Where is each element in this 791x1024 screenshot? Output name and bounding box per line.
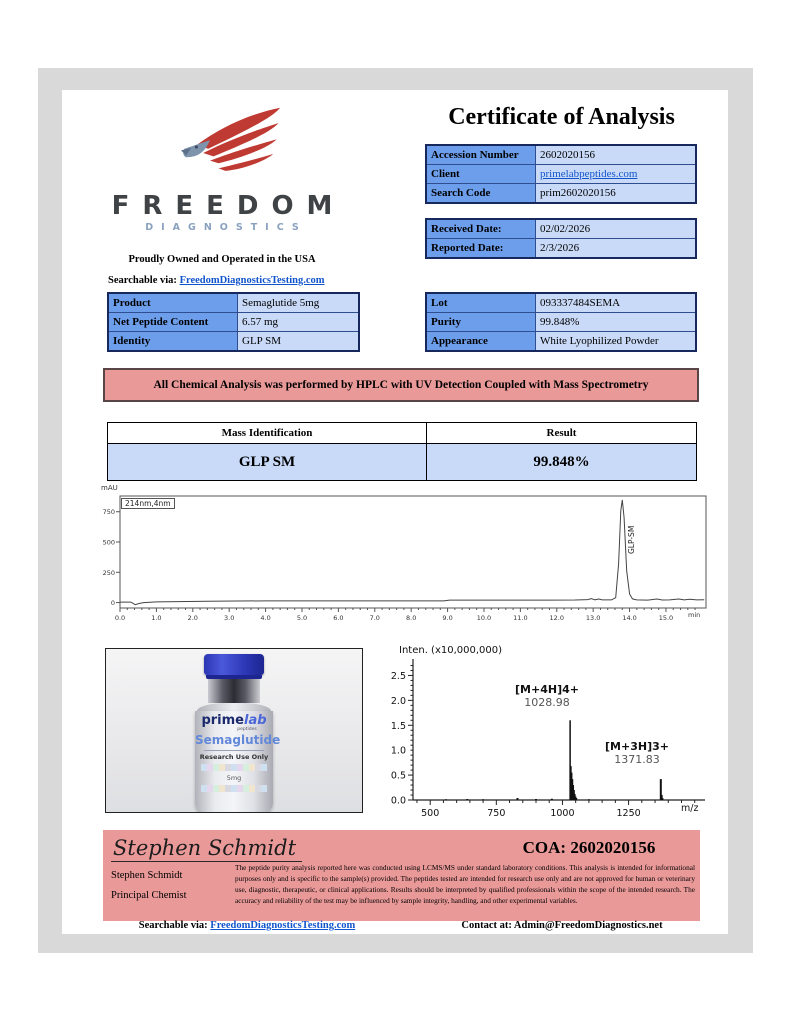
- annotation-charge-state: [M+4H]4+: [515, 683, 579, 696]
- signer-name: Stephen Schmidt: [111, 870, 183, 881]
- client-label: Client: [426, 165, 536, 184]
- accession-number-label: Accession Number: [426, 145, 536, 165]
- vial-shoulder: [197, 703, 271, 711]
- vial-product-name: Semaglutide: [195, 733, 281, 748]
- svg-text:4.0: 4.0: [260, 614, 271, 622]
- mass-spectrum-plot: [375, 645, 712, 822]
- result-value: 99.848%: [427, 444, 697, 481]
- svg-text:10.0: 10.0: [476, 614, 492, 622]
- footer-searchable-link[interactable]: FreedomDiagnosticsTesting.com: [210, 920, 356, 931]
- mz-axis-label: m/z: [681, 803, 699, 814]
- product-photo: [105, 648, 363, 813]
- svg-text:1.0: 1.0: [151, 614, 162, 622]
- disclaimer-text: The peptide purity analysis reported here was conducted using LCMS/MS under standard laboratory conditions. This analysis is intended for informational purposes only and is specific to the sample(s) provided. The peptides tested are intended for research use only and are not approved for human or veterinary use, diagnostic, therapeutic, or clinical applications. Results should be interpreted by qualified professionals within the scope of the intended research. The accuracy and reliability of the test may be influenced by sample integrity, handling, and other experimental variables.: [235, 863, 695, 905]
- svg-text:750: 750: [102, 508, 115, 517]
- svg-text:12.0: 12.0: [549, 614, 565, 622]
- vial-body: [195, 711, 281, 812]
- hplc-chromatogram: [100, 484, 712, 633]
- svg-text:750: 750: [487, 808, 506, 819]
- channel-label: 214nm,4nm: [121, 498, 175, 509]
- mass-spectrum-chart: [375, 645, 712, 822]
- brand-lab: lab: [244, 713, 267, 728]
- company-logo: [102, 106, 346, 234]
- svg-text:2.0: 2.0: [187, 614, 198, 622]
- accession-info-table: [425, 144, 697, 204]
- searchable-line: [108, 275, 325, 286]
- document-border-frame: [38, 68, 753, 953]
- table-row: [108, 332, 359, 352]
- svg-text:3.0: 3.0: [224, 614, 235, 622]
- vial-divider: [204, 750, 264, 751]
- search-code-value: prim2602020156: [536, 184, 697, 204]
- table-row: [426, 313, 696, 332]
- svg-text:8.0: 8.0: [406, 614, 417, 622]
- page-title: Certificate of Analysis: [448, 104, 675, 130]
- lot-table: [425, 292, 697, 352]
- purity-value: 99.848%: [536, 313, 697, 332]
- reported-date-value: 2/3/2026: [536, 239, 697, 259]
- lot-value: 093337484SEMA: [536, 293, 697, 313]
- footer-searchable-label: Searchable via:: [138, 920, 208, 931]
- table-row: [426, 332, 696, 352]
- mass-identification-table: [107, 422, 697, 481]
- annotation-mz-value: 1028.98: [524, 696, 570, 709]
- mass-id-value: GLP SM: [108, 444, 427, 481]
- vial-research-text: Research Use Only: [199, 752, 269, 761]
- table-row: [426, 293, 696, 313]
- svg-text:0.0: 0.0: [390, 795, 406, 807]
- svg-text:1000: 1000: [550, 808, 575, 819]
- table-row: [426, 219, 696, 239]
- product-table: [107, 292, 360, 352]
- footer-searchable-line: [122, 920, 372, 931]
- appearance-label: Appearance: [426, 332, 536, 352]
- svg-text:7.0: 7.0: [369, 614, 380, 622]
- lot-label: Lot: [426, 293, 536, 313]
- tagline: Proudly Owned and Operated in the USA: [128, 254, 316, 265]
- product-value: Semaglutide 5mg: [238, 293, 360, 313]
- product-label: Product: [108, 293, 238, 313]
- peak-label: GLP-SM: [627, 525, 636, 554]
- y-axis-unit-label: mAU: [101, 484, 118, 492]
- coa-number: COA: 2602020156: [522, 838, 656, 857]
- svg-text:250: 250: [102, 568, 115, 577]
- vial-brand-sub: peptides: [237, 727, 257, 732]
- hplc-plot: [100, 487, 712, 633]
- eagle-flag-icon: [162, 106, 282, 188]
- table-row: [108, 444, 697, 481]
- annotation-charge-state: [M+3H]3+: [605, 740, 669, 753]
- svg-text:0: 0: [110, 599, 115, 608]
- vial-brand: [195, 714, 273, 727]
- vial-holo-strip: [201, 785, 267, 792]
- appearance-value: White Lyophilized Powder: [536, 332, 697, 352]
- received-date-value: 02/02/2026: [536, 219, 697, 239]
- svg-text:2.0: 2.0: [390, 695, 406, 707]
- table-row: [426, 184, 696, 204]
- table-row: [426, 145, 696, 165]
- searchable-label: Searchable via:: [108, 275, 177, 286]
- svg-text:500: 500: [102, 538, 115, 547]
- svg-text:13.0: 13.0: [585, 614, 601, 622]
- table-row: [108, 293, 359, 313]
- result-header: Result: [427, 423, 697, 444]
- table-row: [108, 313, 359, 332]
- svg-text:1.5: 1.5: [390, 720, 406, 732]
- identity-value: GLP SM: [238, 332, 360, 352]
- vial-holo-strip: [201, 764, 267, 771]
- net-peptide-label: Net Peptide Content: [108, 313, 238, 332]
- intensity-axis-title: Inten. (x10,000,000): [399, 645, 503, 656]
- peak-annotation-m4h: [485, 683, 609, 709]
- footer-signature-block: [103, 830, 700, 921]
- vial-dose: 5mg: [226, 773, 242, 782]
- net-peptide-value: 6.57 mg: [238, 313, 360, 332]
- signature: Stephen Schmidt: [111, 836, 302, 862]
- client-link[interactable]: primelabpeptides.com: [540, 168, 638, 180]
- logo-subtitle: DIAGNOSTICS: [145, 222, 307, 234]
- dates-table: [425, 218, 697, 259]
- table-header-row: [108, 423, 697, 444]
- document-page: [62, 90, 728, 934]
- table-row: [426, 239, 696, 259]
- peak-annotation-m3h: [575, 740, 699, 766]
- signer-role: Principal Chemist: [111, 890, 187, 901]
- method-banner: All Chemical Analysis was performed by HPLC with UV Detection Coupled with Mass Spectrometry: [103, 368, 699, 402]
- svg-text:6.0: 6.0: [333, 614, 344, 622]
- svg-text:5.0: 5.0: [296, 614, 308, 622]
- identity-label: Identity: [108, 332, 238, 352]
- svg-text:2.5: 2.5: [390, 670, 406, 682]
- received-date-label: Received Date:: [426, 219, 536, 239]
- svg-text:14.0: 14.0: [622, 614, 637, 622]
- search-code-label: Search Code: [426, 184, 536, 204]
- vial: [189, 654, 279, 812]
- logo-wordmark: FREEDOM: [111, 191, 346, 221]
- svg-text:1.0: 1.0: [390, 745, 406, 757]
- table-row: [426, 165, 696, 184]
- mass-id-header: Mass Identification: [108, 423, 427, 444]
- svg-text:0.0: 0.0: [114, 614, 126, 622]
- accession-number-value: 2602020156: [536, 145, 697, 165]
- searchable-link[interactable]: FreedomDiagnosticsTesting.com: [179, 275, 325, 286]
- x-axis-unit-label: min: [688, 611, 701, 619]
- svg-text:9.0: 9.0: [442, 614, 453, 622]
- svg-text:1250: 1250: [616, 808, 641, 819]
- annotation-mz-value: 1371.83: [614, 753, 660, 766]
- brand-prime: prime: [201, 713, 244, 728]
- svg-text:0.5: 0.5: [390, 770, 406, 782]
- svg-text:500: 500: [421, 808, 440, 819]
- footer-contact: Contact at: Admin@FreedomDiagnostics.net: [461, 920, 663, 931]
- reported-date-label: Reported Date:: [426, 239, 536, 259]
- purity-label: Purity: [426, 313, 536, 332]
- svg-text:15.0: 15.0: [658, 614, 674, 622]
- vial-crimp: [208, 679, 260, 703]
- vial-cap: [204, 654, 264, 675]
- svg-text:11.0: 11.0: [513, 614, 528, 622]
